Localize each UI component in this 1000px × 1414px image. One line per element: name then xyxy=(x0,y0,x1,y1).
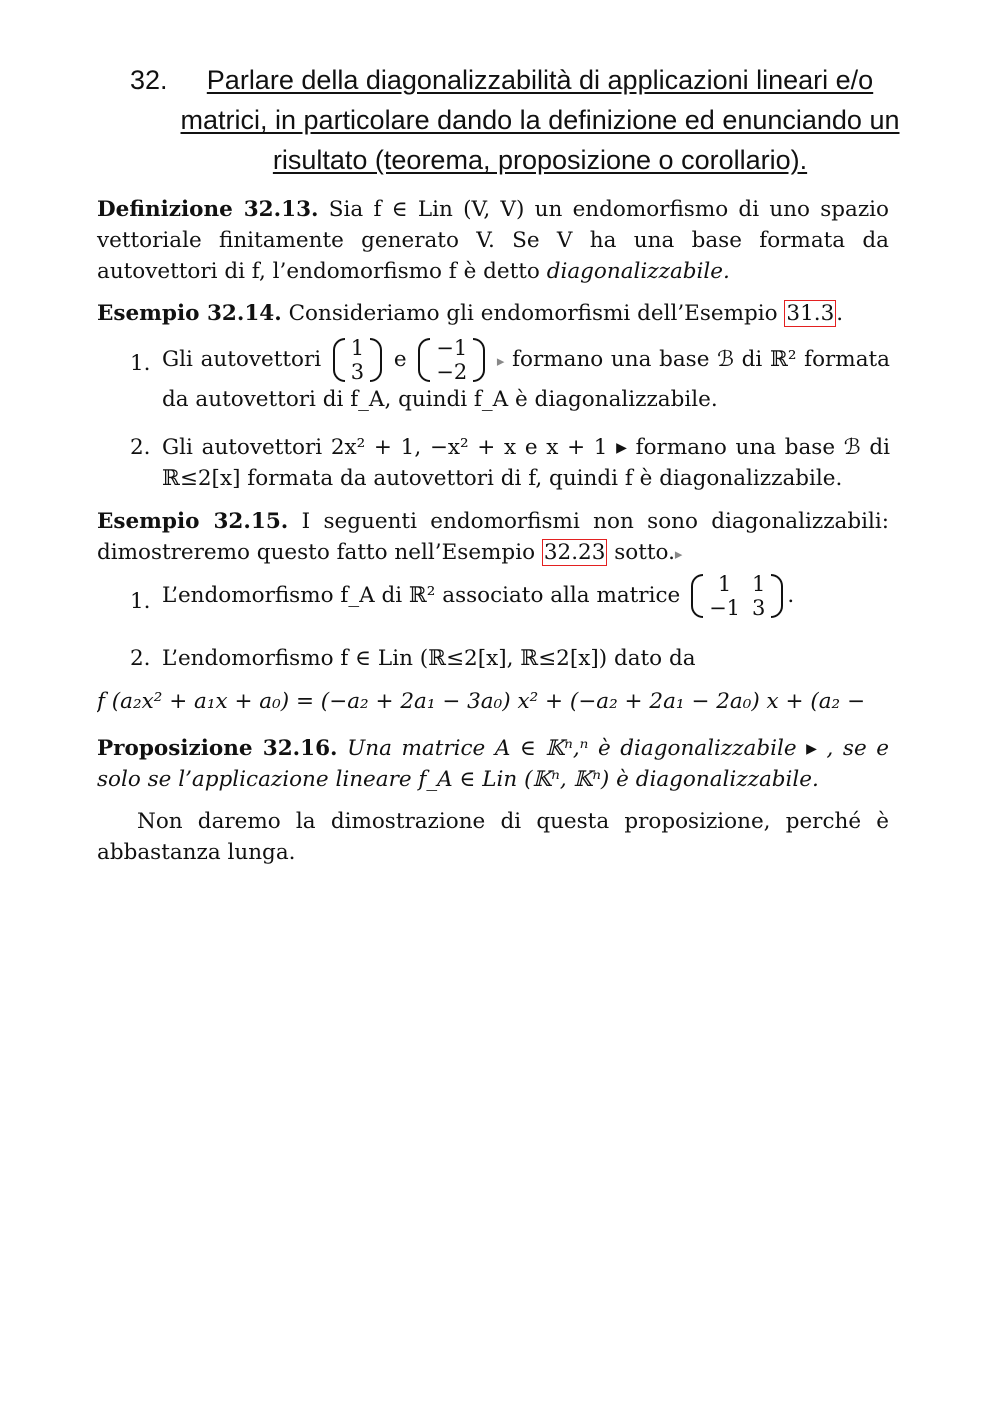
example-14-ref-link[interactable]: 31.3 xyxy=(786,301,835,326)
example-15-intro-text: I seguenti endomorfismi non sono diagonalizzabili: dimostreremo questo fatto nell’Esempio xyxy=(97,509,889,565)
item-1-post: formano una base ℬ di ℝ² formata da autovettori di f_A, quindi f_A è diagonalizzabile. xyxy=(162,347,890,412)
example-14-intro: Esempio 32.14. Consideriamo gli endomorfismi dell’Esempio 31.3. xyxy=(97,301,844,326)
example-15-label: Esempio 32.15. xyxy=(97,509,289,534)
question-title: Parlare della diagonalizzabilità di applicazioni lineari e/o matrici, in particolare dando la definizione ed enunciando un risultato (teorema, proposizione o corollario). xyxy=(180,65,900,175)
matrix: 1 1 −1 3 xyxy=(691,572,783,620)
vector-1: 1 3 xyxy=(333,336,382,384)
proposition-text: Una matrice A ∈ 𝕂ⁿ,ⁿ è diagonalizzabile ▸ , se e solo se l’applicazione lineare f_A ∈ Lin (𝕂ⁿ, 𝕂ⁿ) è diagonalizzabile. xyxy=(97,736,889,792)
endomorphism-formula: f (a₂x² + a₁x + a₀) = (−a₂ + 2a₁ − 3a₀) x² + (−a₂ + 2a₁ − 2a₀) x + (a₂ − xyxy=(97,689,866,714)
vector-2: −1 −2 xyxy=(418,336,485,384)
example-14-item-2 xyxy=(130,432,890,494)
example-14-intro-text: Consideriamo gli endomorfismi dell’Esempio xyxy=(288,301,785,326)
item-2-text: Gli autovettori 2x² + 1, −x² + x e x + 1 ▸ formano una base ℬ di ℝ≤2[x] formata da autovettori di f, quindi f è diagonalizzabile. xyxy=(162,435,890,491)
item-1-text: L’endomorfismo f_A di ℝ² associato alla matrice xyxy=(162,583,681,608)
question-number: 32. xyxy=(130,65,168,95)
item-number: 1. xyxy=(130,589,151,614)
item-number: 2. xyxy=(130,646,151,671)
item-2-text: L’endomorfismo f ∈ Lin (ℝ≤2[x], ℝ≤2[x]) dato da xyxy=(162,646,696,671)
example-15-item-2 xyxy=(130,643,890,674)
proposition-block xyxy=(97,733,889,795)
example-14-label: Esempio 32.14. xyxy=(97,301,282,326)
item-1-pre: Gli autovettori xyxy=(162,347,322,372)
remark-paragraph: Non daremo la dimostrazione di questa proposizione, perché è abbastanza lunga. xyxy=(97,809,889,865)
example-15-intro: Esempio 32.15. I seguenti endomorfismi non sono diagonalizzabili: dimostreremo questo fatto nell’Esempio 32.23 sotto.▸ xyxy=(97,509,889,565)
question-heading xyxy=(130,60,920,180)
item-number: 1. xyxy=(130,351,151,376)
proposition-label: Proposizione 32.16. xyxy=(97,736,338,761)
example-15-ref-link[interactable]: 32.23 xyxy=(543,540,606,565)
definition-block xyxy=(97,194,889,287)
definition-term: diagonalizzabile. xyxy=(546,259,730,284)
definition-label: Definizione 32.13. xyxy=(97,197,319,222)
definition-text: Sia f ∈ Lin (V, V) un endomorfismo di uno spazio vettoriale finitamente generato V. Se V ha una base formata da autovettori di f, l’endomorfismo f è detto xyxy=(97,197,890,284)
item-1-and: e xyxy=(393,347,407,372)
example-14-item-1 xyxy=(130,336,890,415)
arrow-icon[interactable]: ▸ xyxy=(674,545,683,563)
item-number: 2. xyxy=(130,435,151,460)
arrow-icon[interactable]: ▸ xyxy=(496,352,505,370)
example-15-item-1: 1. L’endomorfismo f_A di ℝ² associato alla matrice 1 1 −1 3 . xyxy=(130,572,795,620)
